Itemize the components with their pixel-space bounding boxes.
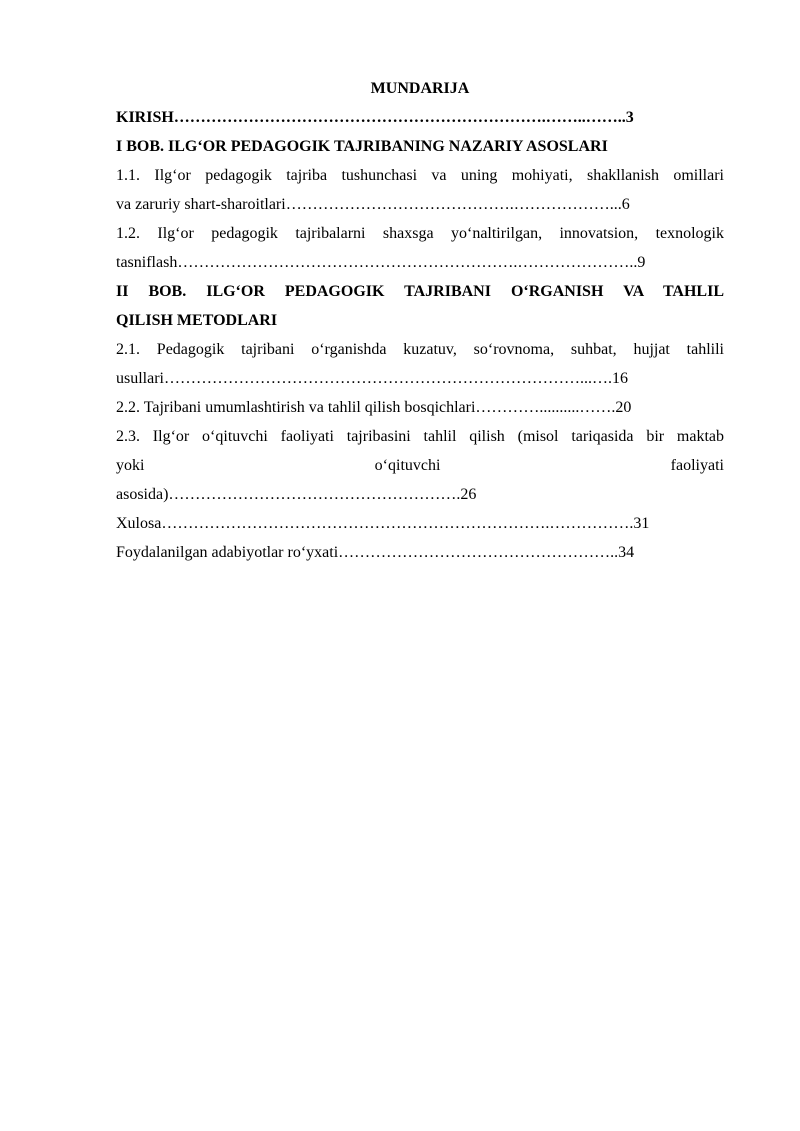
toc-chapter-1-heading: I BOB. ILG‘OR PEDAGOGIK TAJRIBANING NAZARIY ASOSLARI: [116, 138, 608, 155]
toc-entry-1-1-line-2: va zaruriy shart-sharoitlari…………………………………….………………...6: [116, 196, 630, 213]
toc-entry-2-3-line-3: asosida)……………………………………………….26: [116, 486, 477, 503]
toc-entry-intro: KIRISH…………………………………………………………….……..……..3: [116, 109, 634, 126]
toc-entry-2-1-line-2: usullari……………………………………………………………………...….16: [116, 370, 628, 387]
toc-chapter-2-heading-line-1: II BOB. ILG‘OR PEDAGOGIK TAJRIBANI O‘RGANISH VA TAHLIL: [116, 283, 724, 300]
toc-entry-references: Foydalanilgan adabiyotlar ro‘yxati……………………………………………..34: [116, 544, 635, 561]
toc-title: MUNDARIJA: [370, 80, 470, 97]
toc-entry-2-3-line-2: yoki o‘qituvchi faoliyati: [116, 457, 724, 474]
toc-entry-2-2: 2.2. Tajribani umumlashtirish va tahlil qilish bosqichlari…………..........…….20: [116, 399, 632, 416]
table-of-contents: [116, 74, 724, 567]
toc-entry-1-2-line-2: tasniflash……………………………………………………….…………………..9: [116, 254, 646, 271]
toc-entry-1-2-line-1: 1.2. Ilg‘or pedagogik tajribalarni shaxsga yo‘naltirilgan, innovatsion, texnologik: [116, 225, 724, 242]
toc-entry-conclusion: Xulosa……………………………………………………………….…………….31: [116, 515, 650, 532]
toc-entry-2-1-line-1: 2.1. Pedagogik tajribani o‘rganishda kuzatuv, so‘rovnoma, suhbat, hujjat tahlili: [116, 341, 724, 358]
toc-chapter-2-heading-line-2: QILISH METODLARI: [116, 312, 278, 329]
toc-entry-2-3-line-1: 2.3. Ilg‘or o‘qituvchi faoliyati tajribasini tahlil qilish (misol tariqasida bir maktab: [116, 428, 724, 445]
toc-entry-1-1-line-1: 1.1. Ilg‘or pedagogik tajriba tushunchasi va uning mohiyati, shakllanish omillari: [116, 167, 724, 184]
